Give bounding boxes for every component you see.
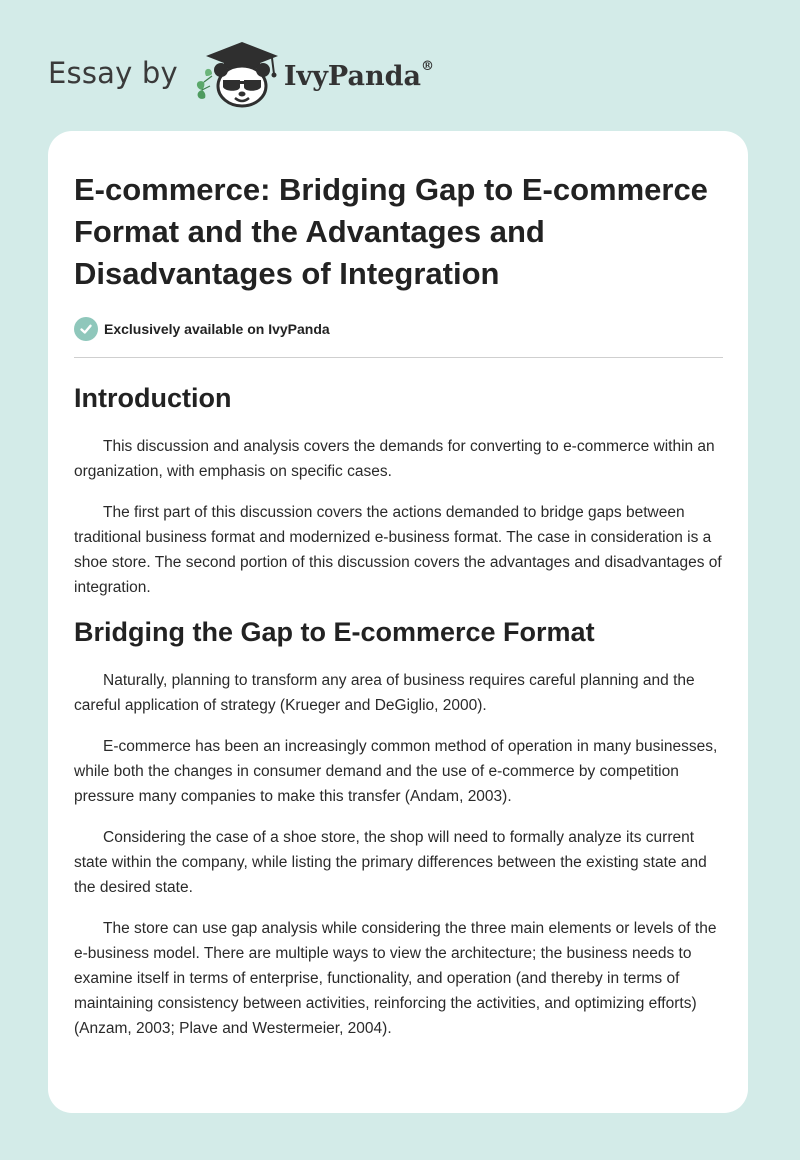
article-card [48, 131, 748, 1113]
section-heading-introduction: Introduction [74, 383, 232, 413]
article-title: E-commerce: Bridging Gap to E-commerce Format and the Advantages and Disadvantages of Integration [74, 172, 708, 291]
registered-mark: ® [420, 58, 434, 74]
panda-graduate-logo-icon[interactable] [190, 38, 282, 108]
title-divider [74, 357, 723, 358]
paragraph: The store can use gap analysis while considering the three main elements or levels of the e-business model. There are multiple ways to view the architecture; the business needs to examine itself in terms of enterprise, functionality, and operation (and thereby in terms of maintaining consistency between activities, reinforcing the activities, and optimizing efforts) (Anzam, 2003; Plave and Westermeier, 2004). [74, 920, 717, 1037]
exclusive-badge-label: Exclusively available on IvyPanda [104, 321, 330, 337]
paragraph: Considering the case of a shoe store, the shop will need to formally analyze its current state within the company, while listing the primary differences between the existing state and the desired state. [74, 829, 707, 896]
article-content [74, 169, 722, 1041]
paragraph: E-commerce has been an increasingly common method of operation in many businesses, while both the changes in consumer demand and the use of e-commerce by competition pressure many companies to make this transfer (Andam, 2003). [74, 738, 718, 805]
brand-name[interactable]: IvyPanda® [283, 58, 434, 92]
check-badge-icon [74, 317, 98, 341]
paragraph: This discussion and analysis covers the demands for converting to e-commerce within an organization, with emphasis on specific cases. [74, 438, 715, 480]
essay-by-label: Essay by [48, 56, 178, 90]
section-heading-bridging-gap: Bridging the Gap to E-commerce Format [74, 617, 595, 647]
site-header [48, 38, 434, 108]
paragraph: Naturally, planning to transform any area of business requires careful planning and the careful application of strategy (Krueger and DeGiglio, 2000). [74, 672, 695, 714]
exclusive-badge [74, 315, 722, 343]
paragraph: The first part of this discussion covers the actions demanded to bridge gaps between traditional business format and modernized e-business format. The case in consideration is a shoe store. The second portion of this discussion covers the advantages and disadvantages of integration. [74, 504, 722, 596]
